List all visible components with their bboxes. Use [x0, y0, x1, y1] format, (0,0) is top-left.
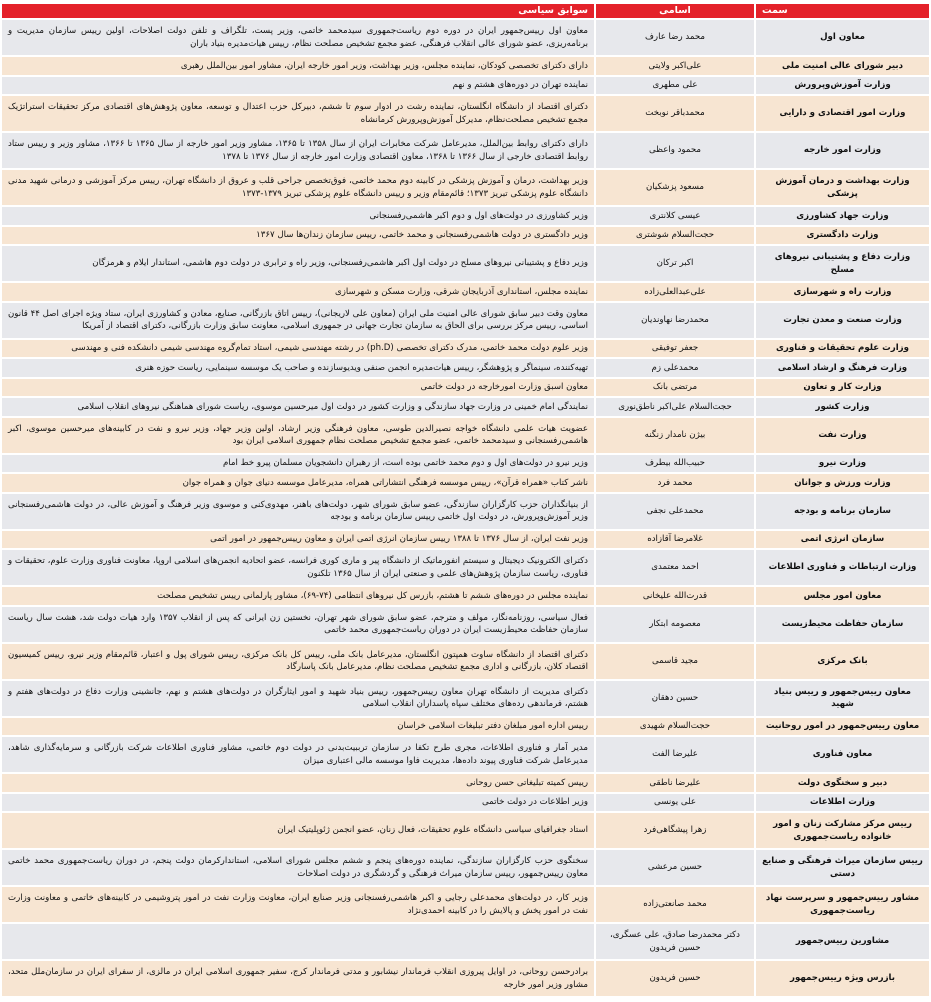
position-cell: وزارت بهداشت و درمان آموزش پزشکی: [754, 170, 929, 205]
table-row: [2, 96, 929, 131]
position-cell: وزارت فرهنگ و ارشاد اسلامی: [754, 359, 929, 377]
name-cell: علی مطهری: [594, 77, 754, 95]
table-row: [2, 531, 929, 549]
background-cell: برادرحسن روحانی، در اوایل پیروزی انقلاب فرماندار نیشابور و مدتی فرماندار کرج، سفیر جمهوری اسلامی ایران در مالزی، از سفرای ایران در سازمان‌ملل متحد، مشاور وزیر امور خارجه: [2, 961, 594, 996]
position-cell: وزارت امور خارجه: [754, 133, 929, 168]
background-cell: وزیر دادگستری در دولت هاشمی‌رفسنجانی و محمد خاتمی، رییس سازمان زندان‌ها سال ۱۳۶۷: [2, 227, 594, 245]
position-cell: سازمان حفاظت محیط‌زیست: [754, 607, 929, 642]
name-cell: حسین فریدون: [594, 961, 754, 996]
name-cell: علیرضا الفت: [594, 737, 754, 772]
table-row: [2, 246, 929, 281]
name-cell: محمد رضا عارف: [594, 20, 754, 55]
table-row: [2, 283, 929, 301]
position-cell: معاون فناوری: [754, 737, 929, 772]
background-cell: تهیه‌کننده، سینماگر و پژوهشگر، رییس هیات‌مدیره انجمن صنفی ویدیوسازنده و صاحب یک موسسه سینمایی، ریاست حوزه هنری: [2, 359, 594, 377]
table-body: [2, 20, 929, 996]
table-row: [2, 77, 929, 95]
name-cell: مجید قاسمی: [594, 644, 754, 679]
name-cell: علیرضا ناطقی: [594, 774, 754, 792]
background-cell: رییس کمیته تبلیغاتی حسن روحانی: [2, 774, 594, 792]
table-row: [2, 887, 929, 922]
background-cell: معاون اول رییس‌جمهور ایران در دوره دوم ریاست‌جمهوری سیدمحمد خاتمی، وزیر پست، تلگراف و تلفن دولت اصلاحات، اولین رییس سازمان مدیریت و برنامه‌ریزی، عضو شورای عالی انقلاب فرهنگی، عضو مجمع تشخیص مصلحت نظام، رییس هیات‌مدیره بنیاد باران: [2, 20, 594, 55]
position-cell: وزارت جهاد کشاورزی: [754, 207, 929, 225]
background-cell: از بنیانگذاران حزب کارگزاران سازندگی، عضو سابق شورای شهر، دولت‌های باهنر، مهدوی‌کنی و موسوی وزیر فرهنگ و آموزش عالی، در دولت هاشمی‌رفسنجانی وزیر آموزش‌وپرورش، در دولت اول خاتمی رییس سازمان برنامه و بودجه: [2, 494, 594, 529]
name-cell: حجت‌السلام شوشتری: [594, 227, 754, 245]
name-cell: محمد صانعتی‌زاده: [594, 887, 754, 922]
name-cell: معصومه ابتکار: [594, 607, 754, 642]
background-cell: نماینده مجلس، استانداری آذربایجان شرقی، وزارت مسکن و شهرسازی: [2, 283, 594, 301]
position-cell: معاون رییس‌جمهور و رییس بنیاد شهید: [754, 681, 929, 716]
header-background: سوابق سیاسی: [2, 4, 594, 18]
header-name: اسامی: [594, 4, 754, 18]
name-cell: محمد فرد: [594, 474, 754, 492]
position-cell: رییس مرکز مشارکت زنان و امور خانواده ریاست‌جمهوری: [754, 813, 929, 848]
position-cell: معاون رییس‌جمهور در امور روحانیت: [754, 718, 929, 736]
table-row: [2, 57, 929, 75]
name-cell: محمدرضا نهاوندیان: [594, 303, 754, 338]
position-cell: وزارت کار و تعاون: [754, 379, 929, 397]
position-cell: وزارت آموزش‌وپرورش: [754, 77, 929, 95]
position-cell: دبیر و سخنگوی دولت: [754, 774, 929, 792]
position-cell: وزارت دفاع و پشتیبانی نیروهای مسلح: [754, 246, 929, 281]
table-row: [2, 455, 929, 473]
position-cell: وزارت دادگستری: [754, 227, 929, 245]
cabinet-table: [2, 2, 929, 998]
position-cell: وزارت امور اقتصادی و دارایی: [754, 96, 929, 131]
position-cell: مشاور رییس‌جمهور و سرپرست نهاد ریاست‌جمهوری: [754, 887, 929, 922]
position-cell: وزارت نیرو: [754, 455, 929, 473]
cabinet-table-container: [2, 2, 929, 998]
table-row: [2, 359, 929, 377]
table-row: [2, 379, 929, 397]
table-row: [2, 170, 929, 205]
header-position: سمت: [754, 4, 929, 18]
table-row: [2, 850, 929, 885]
position-cell: مشاورین رییس‌جمهور: [754, 924, 929, 959]
name-cell: عیسی کلانتری: [594, 207, 754, 225]
table-row: [2, 20, 929, 55]
background-cell: وزیر کشاورزی در دولت‌های اول و دوم اکبر هاشمی‌رفسنجانی: [2, 207, 594, 225]
position-cell: وزارت علوم تحقیقات و فناوری: [754, 340, 929, 358]
background-cell: دکترای مدیریت از دانشگاه تهران معاون رییس‌جمهور، رییس بنیاد شهید و امور ایثارگران در دولت‌های هشتم و نهم، جانشینی وزارت دفاع در دولت‌های هفتم و هشتم، فرماندهی رده‌های مختلف سپاه پاسداران انقلاب اسلامی: [2, 681, 594, 716]
table-row: [2, 924, 929, 959]
name-cell: حبیب‌الله بیطرف: [594, 455, 754, 473]
name-cell: حجت‌السلام علی‌اکبر ناطق‌نوری: [594, 398, 754, 416]
position-cell: وزارت نفت: [754, 418, 929, 453]
background-cell: دکترای اقتصاد از دانشگاه انگلستان، نماینده رشت در ادوار سوم تا ششم، دبیرکل حزب اعتدال و توسعه، معاون پژوهش‌های اقتصادی مرکز تحقیقات استراتژیک مجمع تشخیص مصلحت‌نظام، مدیرکل آموزش‌وپرورش کرمانشاه: [2, 96, 594, 131]
background-cell: [2, 924, 594, 959]
name-cell: اکبر ترکان: [594, 246, 754, 281]
background-cell: وزیر نفت ایران، از سال ۱۳۷۶ تا ۱۳۸۸ رییس سازمان انرژی اتمی ایران و معاون رییس‌جمهور در امور اتمی: [2, 531, 594, 549]
table-row: [2, 133, 929, 168]
background-cell: وزیر دفاع و پشتیبانی نیروهای مسلح در دولت اول اکبر هاشمی‌رفسنجانی، وزیر راه و ترابری در دولت دوم هاشمی، استاندار ایلام و هرمزگان: [2, 246, 594, 281]
table-row: [2, 550, 929, 585]
background-cell: استاد جغرافیای سیاسی دانشگاه علوم تحقیقات، فعال زنان، عضو انجمن ژئوپلیتیک ایران: [2, 813, 594, 848]
name-cell: حسین دهقان: [594, 681, 754, 716]
name-cell: محمدعلی نجفی: [594, 494, 754, 529]
background-cell: دکترای اقتصاد از دانشگاه ساوت همپتون انگلستان، مدیرعامل بانک ملی، رییس کل بانک مرکزی، رییس شورای پول و اعتبار، قائم‌مقام وزیر نیرو، رییس کمیسیون اقتصاد کلان، بازرگانی و اداری مجمع تشخیص مصلحت نظام، مدیرعامل بانک پاسارگاد: [2, 644, 594, 679]
position-cell: سازمان انرژی اتمی: [754, 531, 929, 549]
name-cell: مرتضی بانک: [594, 379, 754, 397]
name-cell: علی‌عبدالعلی‌زاده: [594, 283, 754, 301]
position-cell: وزارت صنعت و معدن تجارت: [754, 303, 929, 338]
table-row: [2, 813, 929, 848]
position-cell: وزارت ورزش و جوانان: [754, 474, 929, 492]
table-row: [2, 227, 929, 245]
background-cell: مدیر آمار و فناوری اطلاعات، مجری طرح تکفا در سازمان ترببیت‌بدنی در دولت دوم خاتمی، مشاور فناوری اطلاعات شرکت بازرگانی و سرمایه‌گذاری شاهد، مدیرعامل شرکت فناوری پیوند داده‌ها، مدیریت فاوا موسسه مالی اعتباری میزان: [2, 737, 594, 772]
background-cell: نمایندگی امام خمینی در وزارت جهاد سازندگی و وزارت کشور در دولت اول میرحسین موسوی، ریاست شورای هماهنگی نیروهای انقلاب اسلامی: [2, 398, 594, 416]
table-row: [2, 774, 929, 792]
background-cell: وزیر بهداشت، درمان و آموزش پزشکی در کابینه دوم محمد خاتمی، فوق‌تخصص جراحی قلب و عروق از دانشگاه تهران، رییس مرکز آموزشی و درمانی شهید مدنی دانشگاه علوم پزشکی تبریز ۱۳۷۳؛ قائم‌مقام وزیر و رییس دانشگاه علوم پزشکی تبریز ۱۳۷۹-۱۳۷۳: [2, 170, 594, 205]
table-row: [2, 303, 929, 338]
background-cell: ناشر کتاب «همراه قرآن»، رییس موسسه فرهنگی انتشاراتی همراه، مدیرعامل موسسه دنیای جوان و همراه جوان: [2, 474, 594, 492]
position-cell: وزارت راه و شهرسازی: [754, 283, 929, 301]
position-cell: معاون امور مجلس: [754, 587, 929, 605]
name-cell: حسین مرعشی: [594, 850, 754, 885]
name-cell: بیژن نامدار زنگنه: [594, 418, 754, 453]
background-cell: رییس اداره امور مبلغان دفتر تبلیغات اسلامی خراسان: [2, 718, 594, 736]
table-row: [2, 340, 929, 358]
table-row: [2, 474, 929, 492]
position-cell: بازرس ویژه رییس‌جمهور: [754, 961, 929, 996]
background-cell: فعال سیاسی، روزنامه‌نگار، مولف و مترجم، عضو سابق شورای شهر تهران، نخستین زن ایرانی که پس از انقلاب ۱۳۵۷ وارد هیات دولت شد، هشت سال ریاست سازمان حفاظت محیط‌زیست ایران در دوران ریاست‌جمهوری محمد خاتمی: [2, 607, 594, 642]
position-cell: دبیر شورای عالی امنیت ملی: [754, 57, 929, 75]
table-header-row: [2, 4, 929, 18]
position-cell: وزارت ارتباطات و فناوری اطلاعات: [754, 550, 929, 585]
table-row: [2, 494, 929, 529]
position-cell: معاون اول: [754, 20, 929, 55]
background-cell: معاون وقت دبیر سابق شورای عالی امنیت ملی ایران (معاون علی لاریجانی)، رییس اتاق بازرگانی، صنایع، معادن و کشاورزی ایران، ستاد ویژه اجرای اصل ۴۴ قانون اساسی، رییس مرکز بررسی برای الحاق به سازمان تجارت جهانی در جمهوری اسلامی، معاونت سابق وزارت بازرگانی، دکترای اقتصاد از آمریکا: [2, 303, 594, 338]
background-cell: سخنگوی حزب کارگزاران سازندگی، نماینده دوره‌های پنجم و ششم مجلس شورای اسلامی، استاندارکرمان دولت پنجم، در دوران ریاست‌جمهوری محمد خاتمی معاون رییس‌جمهور، رییس سازمان میراث فرهنگی و گردشگری در دولت اصلاحات: [2, 850, 594, 885]
table-row: [2, 961, 929, 996]
table-row: [2, 737, 929, 772]
background-cell: نماینده مجلس در دوره‌های ششم تا هشتم، بازرس کل نیروهای انتظامی (۷۴-۶۹)، مشاور پارلمانی رییس تشخیص مصلحت: [2, 587, 594, 605]
name-cell: محمدباقر نوبخت: [594, 96, 754, 131]
table-row: [2, 607, 929, 642]
table-row: [2, 794, 929, 812]
table-row: [2, 718, 929, 736]
background-cell: معاون اسبق وزارت امورخارجه در دولت خاتمی: [2, 379, 594, 397]
background-cell: دکترای الکترونیک دیجیتال و سیستم انفورماتیک از دانشگاه پیر و ماری کوری فرانسه، عضو اتحادیه انجمن‌های اسلامی اروپا، معاونت فناوری وزارت علوم، تحقیقات و فناوری، ریاست سازمان پژوهش‌های علمی و صنعتی ایران از سال ۱۳۶۵ تلکنون: [2, 550, 594, 585]
background-cell: وزیر کار، در دولت‌های محمدعلی رجایی و اکبر هاشمی‌رفسنجانی وزیر صنایع ایران، معاونت وزارت نفت در امور پتروشیمی در کابینه‌های خاتمی و معاونت وزارت نفت در امور پخش و پالایش را در کابینه احمدی‌نژاد: [2, 887, 594, 922]
background-cell: عضویت هیات علمی دانشگاه خواجه نصیرالدین طوسی، معاون فرهنگی وزیر ارشاد، اولین وزیر جهاد، وزیر نیرو و نفت در کابینه‌های میرحسین موسوی، اکبر هاشمی‌رفسنجانی و سیدمحمد خاتمی، عضو مجمع تشخیص مصلحت نظام جمهوری اسلامی ایران بود: [2, 418, 594, 453]
background-cell: دارای دکترای تخصصی کودکان، نماینده مجلس، وزیر بهداشت، وزیر امور خارجه ایران، مشاور امور بین‌الملل رهبری: [2, 57, 594, 75]
table-row: [2, 587, 929, 605]
table-row: [2, 681, 929, 716]
table-row: [2, 418, 929, 453]
background-cell: وزیر نیرو در دولت‌های اول و دوم محمد خاتمی بوده است، از رهبران دانشجویان مسلمان پیرو خط امام: [2, 455, 594, 473]
background-cell: نماینده تهران در دوره‌های هشتم و نهم: [2, 77, 594, 95]
background-cell: وزیر علوم دولت محمد خاتمی، مدرک دکترای تخصصی (ph.D) در رشته مهندسی شیمی، استاد تمام‌گروه مهندسی شیمی دانشکده فنی و مهندسی: [2, 340, 594, 358]
name-cell: حجت‌السلام شهیدی: [594, 718, 754, 736]
name-cell: زهرا پیشگاهی‌فرد: [594, 813, 754, 848]
position-cell: وزارت اطلاعات: [754, 794, 929, 812]
table-row: [2, 644, 929, 679]
position-cell: بانک مرکزی: [754, 644, 929, 679]
position-cell: سازمان برنامه و بودجه: [754, 494, 929, 529]
name-cell: مسعود پزشکیان: [594, 170, 754, 205]
position-cell: وزارت کشور: [754, 398, 929, 416]
name-cell: قدرت‌الله علیخانی: [594, 587, 754, 605]
name-cell: دکتر محمدرضا صادق، علی عسگری، حسین فریدون: [594, 924, 754, 959]
name-cell: محمود واعظی: [594, 133, 754, 168]
name-cell: محمدعلی زم: [594, 359, 754, 377]
name-cell: جعفر توفیقی: [594, 340, 754, 358]
position-cell: رییس سازمان میراث فرهنگی و صنایع دستی: [754, 850, 929, 885]
name-cell: غلامرضا آقازاده: [594, 531, 754, 549]
background-cell: وزیر اطلاعات در دولت خاتمی: [2, 794, 594, 812]
table-row: [2, 398, 929, 416]
name-cell: احمد معتمدی: [594, 550, 754, 585]
background-cell: دارای دکترای روابط بین‌الملل، مدیرعامل شرکت مخابرات ایران از سال ۱۳۵۸ تا ۱۳۶۵، مشاور وزیر امور خارجه از سال ۱۳۶۵ تا ۱۳۶۶، مشاور وزیر و رییس ستاد روابط اقتصادی خارجی از سال ۱۳۶۶ تا ۱۳۶۸، معاون اقتصادی وزارت امور خارجه از سال ۱۳۷۶ تا ۱۳۷۸: [2, 133, 594, 168]
table-row: [2, 207, 929, 225]
name-cell: علی یونسی: [594, 794, 754, 812]
name-cell: علی‌اکبر ولایتی: [594, 57, 754, 75]
